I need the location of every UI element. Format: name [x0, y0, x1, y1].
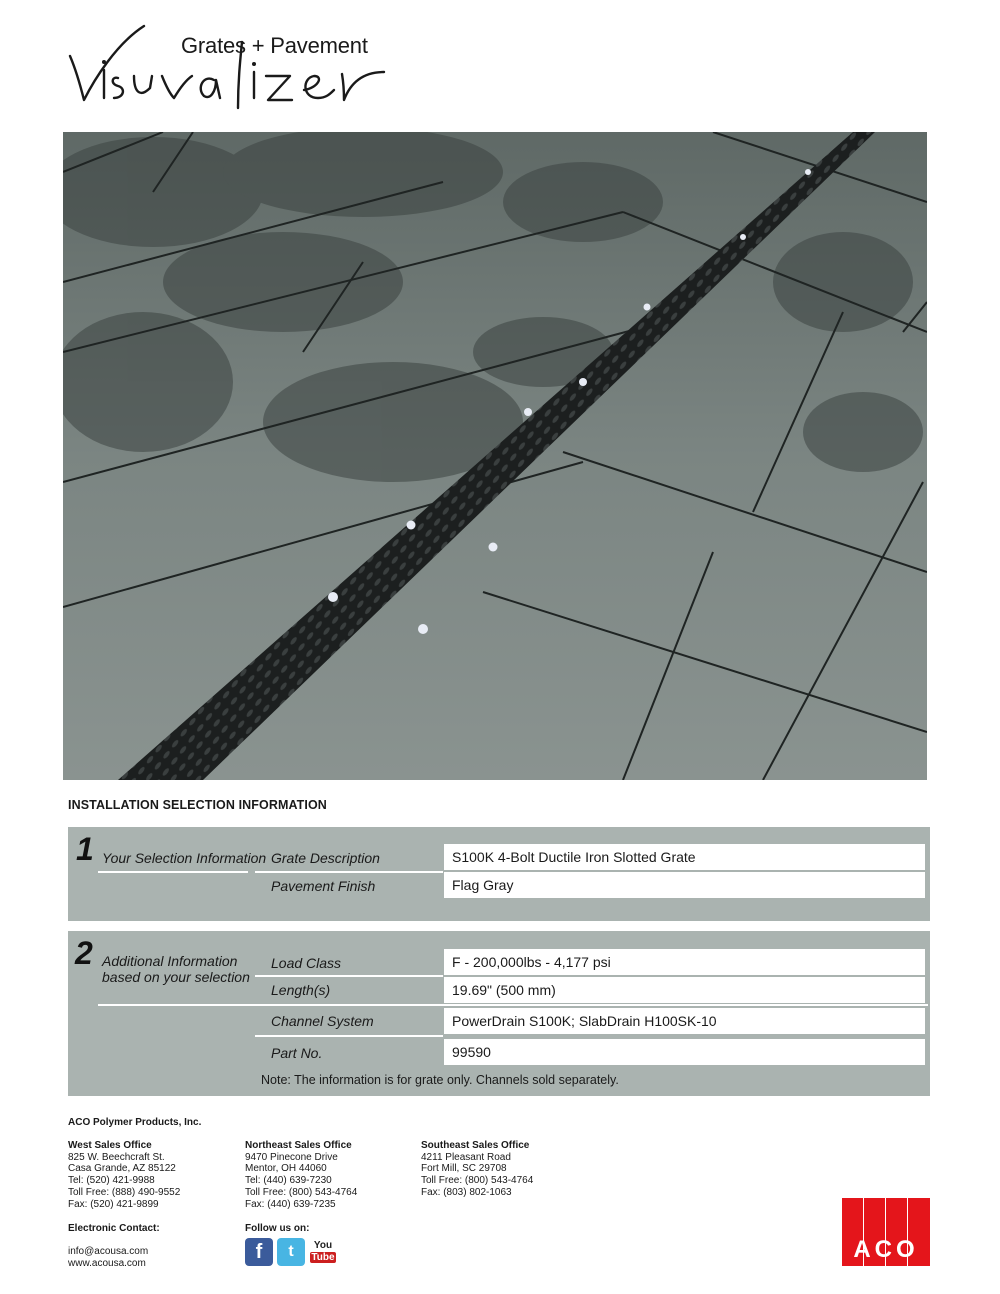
website-link[interactable]: www.acousa.com [68, 1258, 146, 1270]
group-label: Your Selection Information [102, 850, 267, 866]
office-west [68, 1140, 180, 1210]
divider [255, 975, 443, 977]
office-line: Tel: (520) 421-9988 [68, 1175, 155, 1187]
office-title: Northeast Sales Office [245, 1140, 352, 1151]
group-label: Additional Information [102, 953, 238, 969]
follow-us-title: Follow us on: [245, 1223, 310, 1234]
value-box: 19.69" (500 mm) [444, 977, 925, 1003]
aco-logo [842, 1198, 930, 1266]
divider [255, 871, 443, 873]
value-box: 99590 [444, 1039, 925, 1065]
office-line: Fax: (440) 639-7235 [245, 1198, 336, 1210]
field-label: Grate Description [271, 850, 380, 866]
twitter-icon[interactable]: t [277, 1238, 305, 1266]
value-box: PowerDrain S100K; SlabDrain H100SK-10 [444, 1008, 925, 1034]
office-line: 825 W. Beechcraft St. [68, 1151, 165, 1163]
youtube-icon[interactable] [309, 1240, 337, 1268]
electronic-contact [68, 1223, 160, 1270]
company-name: ACO Polymer Products, Inc. [68, 1117, 202, 1128]
visualizer-logo [66, 22, 396, 122]
field-label: Load Class [271, 955, 342, 971]
facebook-icon[interactable]: f [245, 1238, 273, 1266]
email-link[interactable]: info@acousa.com [68, 1246, 149, 1258]
follow-us [245, 1223, 309, 1235]
selection-panel [68, 827, 930, 921]
group-label: based on your selection [102, 969, 250, 985]
youtube-icon-top: You [313, 1240, 333, 1251]
paving-with-drain-grate-photo [63, 132, 927, 780]
electronic-contact-title: Electronic Contact: [68, 1223, 160, 1234]
value-box: S100K 4-Bolt Ductile Iron Slotted Grate [444, 844, 925, 870]
office-line: 4211 Pleasant Road [421, 1151, 511, 1163]
office-line: Toll Free: (800) 543-4764 [421, 1175, 534, 1187]
divider [98, 871, 248, 873]
field-label: Part No. [271, 1045, 323, 1061]
pavement-drain-photo [63, 132, 927, 780]
office-line: Fax: (520) 421-9899 [68, 1198, 159, 1210]
divider [255, 1035, 443, 1037]
youtube-icon-bottom: Tube [311, 1252, 335, 1263]
office-line: Toll Free: (888) 490-9552 [68, 1186, 181, 1198]
step-number: 2 [75, 935, 93, 971]
office-line: Fort Mill, SC 29708 [421, 1163, 507, 1175]
office-northeast [245, 1140, 357, 1210]
logo-subtitle: Grates + Pavement [181, 33, 368, 58]
field-label: Channel System [271, 1013, 374, 1029]
field-label: Length(s) [271, 982, 331, 998]
field-label: Pavement Finish [271, 878, 376, 894]
office-line: Fax: (803) 802-1063 [421, 1186, 512, 1198]
step-number: 1 [76, 831, 94, 867]
aco-logo-text: ACO [853, 1236, 919, 1263]
office-title: Southeast Sales Office [421, 1140, 530, 1151]
office-line: Toll Free: (800) 543-4764 [245, 1186, 358, 1198]
office-title: West Sales Office [68, 1140, 152, 1151]
divider [98, 1004, 928, 1006]
office-line: Tel: (440) 639-7230 [245, 1175, 332, 1187]
office-line: Mentor, OH 44060 [245, 1163, 327, 1175]
office-southeast [421, 1140, 533, 1199]
additional-info-panel [68, 931, 930, 1096]
office-line: Casa Grande, AZ 85122 [68, 1163, 176, 1175]
value-box: Flag Gray [444, 872, 925, 898]
note-text: Note: The information is for grate only. Channels sold separately. [261, 1073, 619, 1087]
value-box: F - 200,000lbs - 4,177 psi [444, 949, 925, 975]
section-heading: INSTALLATION SELECTION INFORMATION [68, 798, 327, 812]
office-line: 9470 Pinecone Drive [245, 1151, 338, 1163]
